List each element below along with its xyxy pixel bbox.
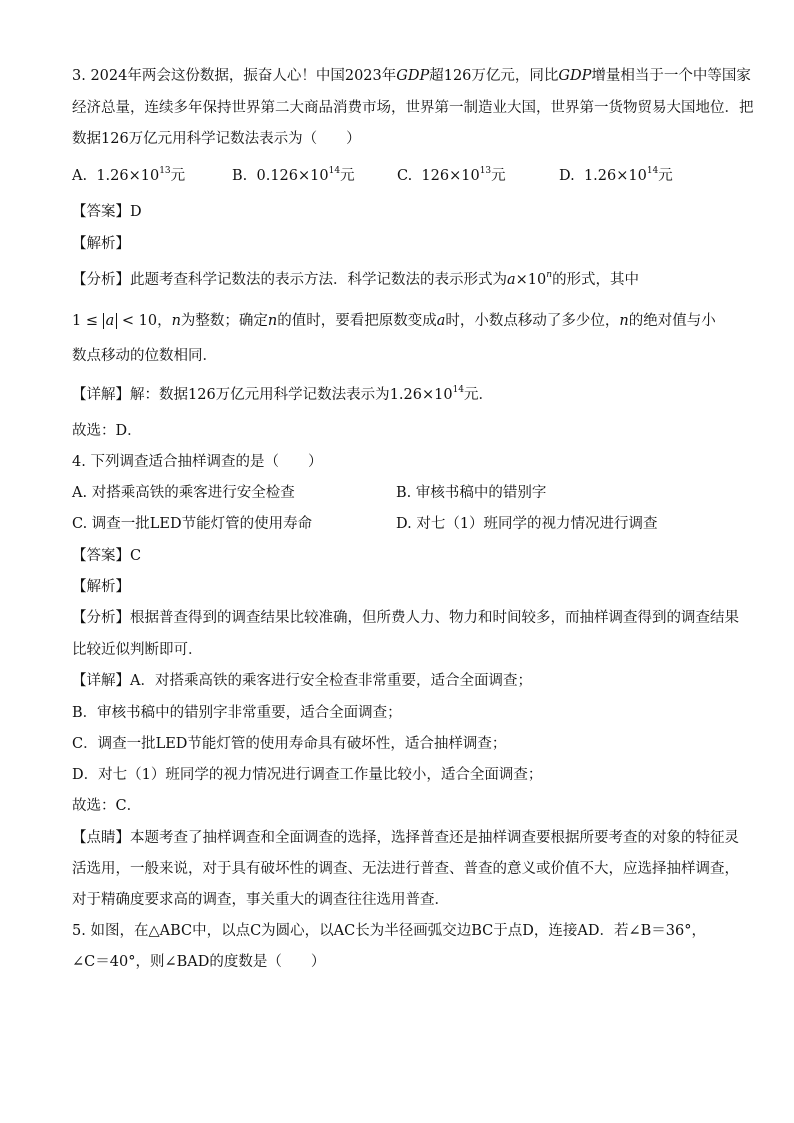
q4-fenxi-line-1: 【分析】根据普查得到的调查结果比较准确，但所费人力、物力和时间较多，而抽样调查得到的调查结果 <box>72 610 739 626</box>
q4-option-d[interactable]: D. 对七（1）班同学的视力情况进行调查 <box>396 516 658 532</box>
q4-stem: 4. 下列调查适合抽样调查的是（ ） <box>72 454 323 470</box>
q4-xiangjie-c: C．调查一批LED节能灯管的使用寿命具有破坏性，适合抽样调查； <box>72 736 507 752</box>
q4-xiangjie-d: D．对七（1）班同学的视力情况进行调查工作量比较小，适合全面调查； <box>72 767 543 783</box>
absolute-value-a: a <box>103 313 118 329</box>
q4-options-row-1 <box>72 482 732 504</box>
q3-choose: 故选：D． <box>72 423 142 439</box>
q4-dianjing-line-2: 活选用，一般来说，对于具有破坏性的调查、无法进行普查、普查的意义或价值不大，应选择抽样调查， <box>72 861 739 877</box>
q3-fenxi-line-1: 【分析】此题考查科学记数法的表示方法．科学记数法的表示形式为$a\times 10^n$的形式，其中 <box>72 270 640 288</box>
q4-options-row-2 <box>72 513 732 535</box>
q3-options <box>72 165 732 187</box>
q4-option-a[interactable]: A. 对搭乘高铁的乘客进行安全检查 <box>72 485 295 501</box>
q4-fenxi-line-2: 比较近似判断即可． <box>72 642 203 658</box>
q4-choose: 故选：C． <box>72 798 142 814</box>
q4-option-c[interactable]: C. 调查一批LED节能灯管的使用寿命 <box>72 516 313 532</box>
q3-option-b[interactable]: B. $0.126\times 10^{14}$元 <box>232 166 355 184</box>
q4-dianjing-line-3: 对于精确度要求高的调查，事关重大的调查往往选用普查． <box>72 892 449 908</box>
q4-xiangjie-b: B．审核书稿中的错别字非常重要，适合全面调查； <box>72 705 402 721</box>
q3-xiangjie: 【详解】解：数据126万亿元用科学记数法表示为$1.26\times 10^{14}$元． <box>72 385 494 403</box>
q4-dianjing-line-1: 【点睛】本题考查了抽样调查和全面调查的选择，选择普查还是抽样调查要根据所要考查的对象的特征灵 <box>72 830 739 846</box>
q3-fenxi-line-3: 数点移动的位数相同． <box>72 348 217 364</box>
q4-option-b[interactable]: B. 审核书稿中的错别字 <box>396 485 547 501</box>
q5-stem-line-1: 5. 如图，在△ABC中，以点C为圆心，以AC长为半径画弧交边BC于点D，连接AD．若∠B＝36°， <box>72 923 706 939</box>
q3-option-d[interactable]: D. $1.26\times 10^{14}$元 <box>559 166 673 184</box>
q4-analysis-tag: 【解析】 <box>72 579 130 595</box>
q3-stem-line-2: 经济总量，连续多年保持世界第二大商品消费市场，世界第一制造业大国，世界第一货物贸易大国地位．把 <box>72 100 754 116</box>
q5-stem-line-2: ∠C＝40°，则∠BAD的度数是（ ） <box>72 954 326 970</box>
q3-answer: 【答案】D <box>72 204 142 220</box>
q3-stem-line-3: 数据126万亿元用科学记数法表示为（ ） <box>72 131 361 147</box>
q4-answer: 【答案】C <box>72 548 142 564</box>
q3-option-a[interactable]: A. $1.26\times 10^{13}$元 <box>72 166 186 184</box>
q3-fenxi-line-2: 1 ≤ a < 10，n为整数；确定n的值时，要看把原数变成a时，小数点移动了多少位，n的绝对值与小 <box>72 313 716 329</box>
q4-xiangjie-a: 【详解】A．对搭乘高铁的乘客进行安全检查非常重要，适合全面调查； <box>72 673 532 689</box>
q3-option-c[interactable]: C. $126\times 10^{13}$元 <box>397 166 506 184</box>
q3-stem-line-1: 3. 2024年两会这份数据，振奋人心！中国2023年GDP超126万亿元，同比GDP增量相当于一个中等国家 <box>72 68 751 84</box>
q3-analysis-tag: 【解析】 <box>72 236 130 252</box>
